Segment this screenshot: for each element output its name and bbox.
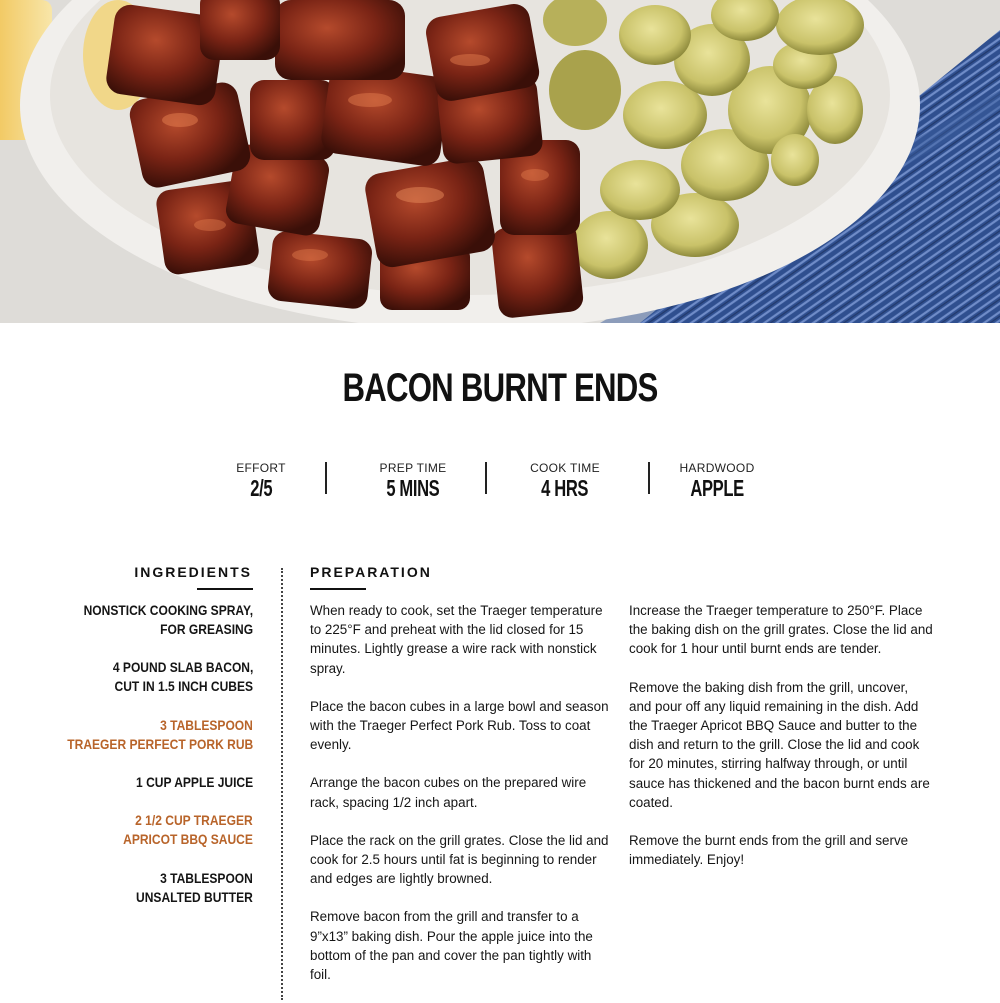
stat-divider xyxy=(648,462,650,494)
ingredients-heading-rule xyxy=(197,588,253,590)
preparation-step: Remove the burnt ends from the grill and serve immediately. Enjoy! xyxy=(629,833,909,868)
preparation-step: Remove bacon from the grill and transfer to a 9”x13” baking dish. Pour the apple juice into the bottom of the pan and cover the pan tightly with foil. xyxy=(310,909,593,983)
ingredient-item xyxy=(0,773,253,792)
stat-cook-time xyxy=(514,461,616,502)
ingredient-item xyxy=(0,811,253,849)
ingredient-item xyxy=(0,716,253,754)
preparation-column-right xyxy=(629,601,934,888)
stat-value: 5 MINS xyxy=(386,475,440,501)
recipe-title: BACON BURNT ENDS xyxy=(342,366,658,410)
ingredient-line: 1 CUP APPLE JUICE xyxy=(135,774,253,790)
ingredient-line: 3 TABLESPOON xyxy=(160,717,253,733)
preparation-step: Remove the baking dish from the grill, uncover, and pour off any liquid remaining in the dish. Add the Traeger Apricot BBQ Sauce and butter to the dish and return to the grill. Close the lid and cook for 20 minutes, stirring halfway through, or until sauce has thickened and the bacon burnt ends are coated. xyxy=(629,679,930,810)
stat-effort xyxy=(216,461,306,502)
ingredient-line: UNSALTED BUTTER xyxy=(136,889,253,905)
stat-value: 4 HRS xyxy=(541,475,589,501)
stat-prep-time xyxy=(362,461,464,502)
ingredient-item xyxy=(0,601,253,639)
hero-food-photo xyxy=(0,0,1000,323)
stat-label: EFFORT xyxy=(236,461,286,475)
ingredient-item xyxy=(0,658,253,696)
ingredient-item xyxy=(0,869,253,907)
preparation-heading-rule xyxy=(310,588,366,590)
preparation-step: Increase the Traeger temperature to 250°F. Place the baking dish on the grill grates. Close the lid and cook for 1 hour until burnt ends are tender. xyxy=(629,603,933,657)
ingredient-line: CUT IN 1.5 INCH CUBES xyxy=(114,678,253,694)
ingredient-line: APRICOT BBQ SAUCE xyxy=(123,831,253,847)
preparation-step: Place the rack on the grill grates. Close the lid and cook for 2.5 hours until fat is beginning to render and edges are lightly browned. xyxy=(310,832,609,887)
ingredient-line: FOR GREASING xyxy=(160,621,253,637)
preparation-step: When ready to cook, set the Traeger temperature to 225°F and preheat with the lid closed for 15 minutes. Lightly grease a wire rack with nonstick spray. xyxy=(310,603,603,676)
ingredient-line: NONSTICK COOKING SPRAY, xyxy=(83,602,253,618)
column-divider xyxy=(281,568,283,1000)
ingredient-line: 4 POUND SLAB BACON, xyxy=(112,659,253,675)
stat-divider xyxy=(325,462,327,494)
stat-value: APPLE xyxy=(690,475,744,501)
bacon-burnt-ends-photo xyxy=(0,0,1000,323)
preparation-step: Arrange the bacon cubes on the prepared wire rack, spacing 1/2 inch apart. xyxy=(310,775,587,810)
stat-label: COOK TIME xyxy=(530,461,600,475)
ingredients-heading: INGREDIENTS xyxy=(134,564,252,580)
stat-label: PREP TIME xyxy=(379,461,447,475)
preparation-heading: PREPARATION xyxy=(310,564,432,580)
preparation-column-left xyxy=(310,601,614,1003)
ingredient-line: 2 1/2 CUP TRAEGER xyxy=(135,812,253,828)
stat-value: 2/5 xyxy=(250,475,272,501)
stat-label: HARDWOOD xyxy=(679,461,755,475)
ingredient-line: 3 TABLESPOON xyxy=(160,870,253,886)
stat-divider xyxy=(485,462,487,494)
ingredient-line: TRAEGER PERFECT PORK RUB xyxy=(67,736,253,752)
stat-hardwood xyxy=(667,461,767,502)
preparation-step: Place the bacon cubes in a large bowl and season with the Traeger Perfect Pork Rub. Toss to coat evenly. xyxy=(310,698,609,753)
